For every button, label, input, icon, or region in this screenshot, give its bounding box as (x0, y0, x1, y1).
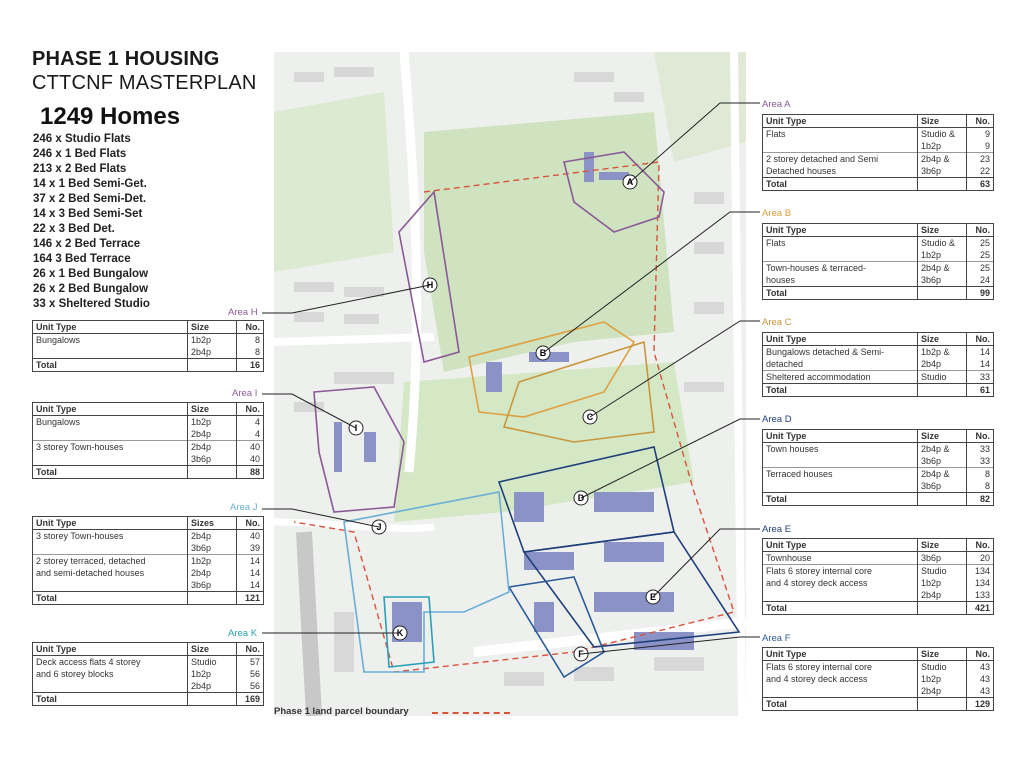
cell: 33 (967, 443, 994, 456)
header-cell: Size (188, 321, 237, 334)
cell: 4 (237, 428, 264, 441)
cell: Flats 6 storey internal core (763, 565, 918, 578)
cell: 2b4p (188, 428, 237, 441)
cell: 8 (967, 480, 994, 493)
marker-f[interactable] (574, 647, 588, 661)
cell: Town houses (766, 444, 819, 454)
cell: 134 (967, 565, 994, 578)
cell: 8 (237, 334, 264, 347)
cell: 1b2p (188, 555, 237, 568)
total-value: 82 (967, 493, 994, 506)
table-row (763, 165, 993, 178)
header-cell: No. (967, 224, 994, 237)
summary-item: 26 x 2 Bed Bungalow (33, 283, 149, 295)
table-row (763, 140, 993, 153)
header-cell: No. (967, 430, 994, 443)
summary-item: 37 x 2 Bed Semi-Det. (33, 193, 147, 205)
area-f-table (762, 647, 994, 711)
cell: 2b4p (188, 530, 237, 543)
cell: 3b6p (918, 480, 967, 493)
header-cell: No. (237, 643, 264, 656)
cell: Studio & (918, 237, 967, 250)
marker-c-label: C (586, 412, 594, 422)
table-row (763, 589, 993, 602)
area-a-label: Area A (762, 99, 791, 110)
cell: 33 (967, 371, 994, 384)
cell: 14 (967, 358, 994, 371)
table-row (763, 673, 993, 685)
total-value: 16 (237, 359, 264, 372)
boundary-legend-label: Phase 1 land parcel boundary (274, 706, 409, 717)
header-cell: Unit Type (763, 539, 918, 552)
cell: 1b2p (188, 334, 237, 347)
cell (763, 589, 918, 602)
cell (33, 542, 188, 555)
header-cell: Size (918, 115, 967, 128)
total-value: 129 (967, 698, 994, 711)
cell: 9 (967, 128, 994, 141)
cell: 1b2p (188, 416, 237, 429)
cell: 22 (967, 165, 994, 178)
page-subtitle: CTTCNF MASTERPLAN (32, 72, 257, 94)
cell: 25 (967, 249, 994, 262)
marker-e-label: E (649, 592, 657, 602)
cell: 33 (967, 455, 994, 468)
table-row (763, 577, 993, 589)
cell: and semi-detached houses (36, 568, 145, 578)
header-cell: Size (918, 539, 967, 552)
marker-f-label: F (578, 649, 584, 659)
area-h-table (32, 320, 264, 372)
marker-a[interactable] (623, 175, 637, 189)
total-value: 61 (967, 384, 994, 397)
summary-item: 26 x 1 Bed Bungalow (33, 268, 149, 280)
header-cell: No. (967, 648, 994, 661)
cell: 14 (237, 579, 264, 592)
cell: 40 (237, 530, 264, 543)
cell (33, 579, 188, 592)
cell: 3 storey Town-houses (36, 531, 124, 541)
cell: 2 storey terraced, detached (33, 555, 188, 568)
summary-item: 213 x 2 Bed Flats (33, 163, 127, 175)
table-row (763, 237, 993, 250)
header-cell: No. (967, 539, 994, 552)
table-row (763, 153, 993, 166)
marker-i[interactable] (349, 421, 363, 435)
cell: 23 (967, 153, 994, 166)
marker-d[interactable] (574, 491, 588, 505)
cell: 2b4p & (918, 262, 967, 275)
total-value: 121 (237, 592, 264, 605)
marker-k[interactable] (393, 626, 407, 640)
cell: detached (766, 359, 804, 369)
cell: 9 (967, 140, 994, 153)
cell: 1b2p (918, 673, 967, 685)
cell: 2b4p & (918, 153, 967, 166)
cell: Flats (766, 238, 786, 248)
total-value: 63 (967, 178, 994, 191)
header-cell: Sizes (188, 517, 237, 530)
cell: 25 (967, 237, 994, 250)
cell: 2b4p & (918, 468, 967, 481)
table-row (763, 455, 993, 468)
total-label: Total (33, 466, 188, 479)
cell: 2b4p (918, 589, 967, 602)
total-label: Total (33, 592, 188, 605)
table-row (763, 262, 993, 275)
header-cell: Unit Type (33, 403, 188, 416)
cell: 2b4p & (918, 443, 967, 456)
cell: 25 (967, 262, 994, 275)
cell: Studio (188, 656, 237, 669)
header-cell: No. (967, 115, 994, 128)
summary-item: 146 x 2 Bed Terrace (33, 238, 141, 250)
cell: 133 (967, 589, 994, 602)
road (274, 337, 434, 342)
table-row (33, 441, 263, 454)
cell: 56 (237, 680, 264, 693)
header-cell: No. (237, 517, 264, 530)
area-c-table (762, 332, 994, 397)
cell (33, 428, 188, 441)
area-e-table (762, 538, 994, 615)
total-value: 421 (967, 602, 994, 615)
cell: 3b6p (918, 274, 967, 287)
railway (304, 532, 314, 716)
header-cell: Unit Type (763, 224, 918, 237)
cell: 1b2p (918, 249, 967, 262)
header-cell: Unit Type (763, 115, 918, 128)
total-label: Total (763, 602, 918, 615)
marker-k-label: K (396, 628, 404, 638)
header-cell: Size (188, 643, 237, 656)
table-row (763, 371, 993, 384)
total-label: Total (763, 287, 918, 300)
cell: Studio (918, 371, 967, 384)
cell: 2b4p (188, 346, 237, 359)
area-e-label: Area E (762, 524, 792, 535)
cell: 2b4p (188, 567, 237, 579)
marker-h[interactable] (423, 278, 437, 292)
cell: 3b6p (188, 542, 237, 555)
cell: 3 storey Town-houses (33, 441, 188, 454)
table-row (33, 668, 263, 680)
unit-summary-list (33, 132, 233, 312)
header-cell: Unit Type (33, 643, 188, 656)
header-cell: Unit Type (33, 321, 188, 334)
cell: and 4 storey deck access (766, 578, 868, 588)
cell: 57 (237, 656, 264, 669)
cell: Town-houses & terraced- (763, 262, 918, 275)
cell: 3b6p (188, 579, 237, 592)
table-row (33, 680, 263, 693)
marker-d-label: D (577, 493, 585, 503)
cell (33, 453, 188, 466)
table-row (763, 480, 993, 493)
cell: 2b4p (918, 685, 967, 698)
cell: houses (766, 275, 796, 285)
table-row (33, 530, 263, 543)
area-k-table (32, 642, 264, 706)
cell: Studio & (918, 128, 967, 141)
homes-total: 1249 Homes (40, 103, 181, 130)
cell: Flats (766, 129, 786, 139)
cell: Studio (918, 565, 967, 578)
cell: 39 (237, 542, 264, 555)
table-row (33, 579, 263, 592)
summary-item: 14 x 1 Bed Semi-Get. (33, 178, 147, 190)
summary-item: 246 x Studio Flats (33, 133, 131, 145)
summary-item: 246 x 1 Bed Flats (33, 148, 127, 160)
cell: 1b2p (918, 140, 967, 153)
cell (763, 685, 918, 698)
cell: 1b2p (188, 668, 237, 680)
cell: 2b4p (918, 358, 967, 371)
area-c-label: Area C (762, 317, 792, 328)
cell: Bungalows (36, 335, 81, 345)
total-value: 169 (237, 693, 264, 706)
cell: Sheltered accommodation (763, 371, 918, 384)
marker-h-label: H (426, 280, 434, 290)
cell: 4 (237, 416, 264, 429)
table-row (763, 685, 993, 698)
total-label: Total (763, 698, 918, 711)
marker-j-label: J (376, 522, 382, 532)
cell: 43 (967, 673, 994, 685)
cell: 2b4p (188, 680, 237, 693)
area-j-label: Area J (230, 502, 258, 513)
green-space (274, 92, 394, 272)
cell: Terraced houses (763, 468, 918, 481)
marker-b-label: B (539, 348, 547, 358)
table-row (763, 661, 993, 674)
cell: 3b6p (188, 453, 237, 466)
area-b-label: Area B (762, 208, 792, 219)
cell: 8 (237, 346, 264, 359)
table-row (33, 555, 263, 568)
cell: 14 (967, 346, 994, 359)
marker-a-label: A (626, 177, 634, 187)
cell: and 4 storey deck access (766, 674, 868, 684)
cell (763, 455, 918, 468)
cell: 20 (967, 552, 994, 565)
cell: Studio (918, 661, 967, 674)
marker-j[interactable] (372, 520, 386, 534)
cell: 14 (237, 555, 264, 568)
summary-item: 14 x 3 Bed Semi-Set (33, 208, 143, 220)
cell: 3b6p (918, 552, 967, 565)
area-h-label: Area H (228, 307, 258, 318)
cell: 43 (967, 685, 994, 698)
cell: 24 (967, 274, 994, 287)
total-label: Total (33, 693, 188, 706)
table-row (33, 346, 263, 359)
area-i-label: Area I (232, 388, 258, 399)
cell: Bungalows (36, 417, 81, 427)
cell: 2 storey detached and Semi (763, 153, 918, 166)
cell: Deck access flats 4 storey (36, 657, 141, 667)
area-a-table (762, 114, 994, 191)
page-title: PHASE 1 HOUSING (32, 48, 220, 70)
header-cell: No. (237, 321, 264, 334)
table-row (763, 358, 993, 371)
area-d-table (762, 429, 994, 506)
cell: 2b4p (188, 441, 237, 454)
cell: Flats 6 storey internal core (766, 662, 873, 672)
header-cell: Unit Type (763, 648, 918, 661)
cell (763, 480, 918, 493)
cell: 1b2p & (918, 346, 967, 359)
table-row (763, 249, 993, 262)
summary-item: 22 x 3 Bed Det. (33, 223, 115, 235)
summary-item: 33 x Sheltered Studio (33, 298, 150, 310)
cell: 8 (967, 468, 994, 481)
header-cell: Size (918, 430, 967, 443)
area-f-label: Area F (762, 633, 791, 644)
area-k-label: Area K (228, 628, 258, 639)
table-row (763, 468, 993, 481)
cell: 1b2p (918, 577, 967, 589)
cell: 134 (967, 577, 994, 589)
marker-e[interactable] (646, 590, 660, 604)
cell: 40 (237, 453, 264, 466)
cell (33, 346, 188, 359)
header-cell: Unit Type (763, 430, 918, 443)
cell: 3b6p (918, 455, 967, 468)
green-space (424, 112, 674, 372)
table-row (33, 542, 263, 555)
total-label: Total (763, 384, 918, 397)
table-row (33, 656, 263, 669)
summary-item: 164 3 Bed Terrace (33, 253, 131, 265)
table-row (33, 453, 263, 466)
table-row (763, 552, 993, 565)
total-label: Total (763, 178, 918, 191)
cell (763, 249, 918, 262)
table-row (33, 334, 263, 347)
table-row (763, 443, 993, 456)
cell: Townhouse (766, 553, 812, 563)
cell: Detached houses (766, 166, 837, 176)
table-row (33, 416, 263, 429)
header-cell: Size (918, 648, 967, 661)
table-row (763, 346, 993, 359)
table-row (763, 274, 993, 287)
header-cell: Unit Type (763, 333, 918, 346)
area-j-table (32, 516, 264, 605)
cell: 3b6p (918, 165, 967, 178)
marker-c[interactable] (583, 410, 597, 424)
cell (33, 680, 188, 693)
cell: 14 (237, 567, 264, 579)
area-i-table (32, 402, 264, 479)
total-value: 88 (237, 466, 264, 479)
header-cell: Size (918, 333, 967, 346)
cell: 43 (967, 661, 994, 674)
header-cell: Size (918, 224, 967, 237)
cell (763, 140, 918, 153)
cell: and 6 storey blocks (36, 669, 114, 679)
total-label: Total (33, 359, 188, 372)
cell: 56 (237, 668, 264, 680)
header-cell: Unit Type (33, 517, 188, 530)
header-cell: No. (967, 333, 994, 346)
site-map[interactable] (274, 52, 746, 716)
header-cell: Size (188, 403, 237, 416)
table-row (763, 128, 993, 141)
marker-b[interactable] (536, 346, 550, 360)
total-label: Total (763, 493, 918, 506)
total-value: 99 (967, 287, 994, 300)
table-row (33, 428, 263, 441)
table-row (33, 567, 263, 579)
header-cell: No. (237, 403, 264, 416)
boundary-legend-line (432, 712, 510, 714)
cell: 40 (237, 441, 264, 454)
area-b-table (762, 223, 994, 300)
area-d-label: Area D (762, 414, 792, 425)
marker-i-label: I (354, 423, 358, 433)
cell: Bungalows detached & Semi- (766, 347, 885, 357)
table-row (763, 565, 993, 578)
